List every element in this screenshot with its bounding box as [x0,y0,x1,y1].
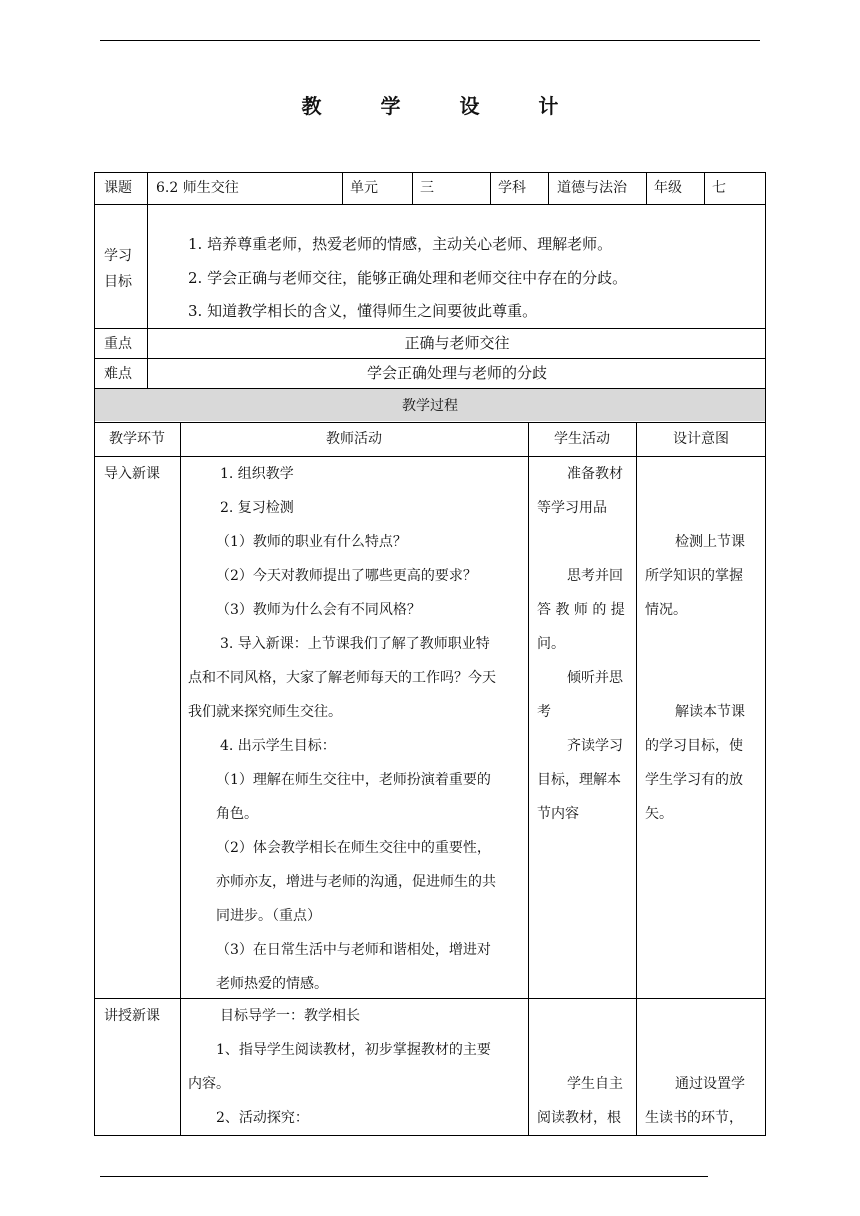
intent-line: 通过设置学 [675,1076,745,1092]
col-divider [548,172,549,204]
teacher-line: （1）理解在师生交往中，老师扮演着重要的 [216,772,491,788]
col-divider [412,172,413,204]
teacher-line: 角色。 [216,806,258,822]
label-subject: 课题 [104,180,132,196]
stage-intro: 导入新课 [104,466,160,482]
col-header-teacher: 教师活动 [326,431,382,447]
student-line: 倾听并思 [567,670,623,686]
student-line: 节内容 [537,806,579,822]
intent-new [645,1067,763,1135]
teacher-line: （2）体会教学相长在师生交往中的重要性， [216,840,491,856]
objective-item: 3. 知道教学相长的含义，懂得师生之间要彼此尊重。 [188,302,538,320]
student-line: 齐读学习 [567,738,623,754]
label-discipline: 学科 [498,180,526,196]
col-header-intent: 设计意图 [673,431,729,447]
teacher-line: 1、指导学生阅读教材，初步掌握教材的主要 [216,1042,491,1058]
intent-line: 所学知识的掌握 [645,568,743,584]
teacher-line: （3）教师为什么会有不同风格？ [216,602,421,618]
teacher-line: 目标导学一：教学相长 [220,1008,360,1024]
intent-intro-2 [645,695,761,831]
col-divider [704,172,705,204]
difficulty-value: 学会正确处理与老师的分歧 [366,364,547,382]
col-header-stage: 教学环节 [109,431,165,447]
unit-value: 三 [420,180,434,196]
key-point-label: 重点 [104,336,132,352]
student-line: 等学习用品 [537,500,607,516]
student-line: 考 [537,704,551,720]
col-divider [147,204,148,328]
teacher-line: 2、活动探究： [216,1110,309,1126]
col-divider [180,422,181,1136]
student-activity-intro [537,457,629,831]
col-divider [147,172,148,204]
objectives-label-2: 目标 [104,274,132,290]
teacher-line: 点和不同风格，大家了解老师每天的工作吗？今天 [188,670,496,686]
student-line: 答 教 师 的 提 [537,602,625,618]
teacher-line: 老师热爱的情感。 [216,976,328,992]
teacher-line: 4. 出示学生目标： [220,738,336,754]
objectives-label-1: 学习 [104,248,132,264]
grade-value: 七 [712,180,726,196]
label-grade: 年级 [654,180,682,196]
teacher-line: 我们就来探究师生交往。 [188,704,342,720]
teacher-line: 2. 复习检测 [220,500,294,516]
col-divider [636,422,637,1136]
label-unit: 单元 [350,180,378,196]
intent-line: 学生学习有的放 [645,772,743,788]
difficulty-label: 难点 [104,366,132,382]
objective-item: 1. 培养尊重老师，热爱老师的情感，主动关心老师、理解老师。 [188,235,613,253]
teacher-line: 3. 导入新课：上节课我们了解了教师职业特 [220,636,490,652]
intent-line: 矢。 [645,806,673,822]
subject-value: 6.2 师生交往 [156,180,239,196]
teacher-line: 亦师亦友，增进与老师的沟通，促进师生的共 [216,874,496,890]
col-divider [490,172,491,204]
key-point-value: 正确与老师交往 [404,334,510,352]
intent-line: 生读书的环节， [645,1110,743,1126]
header-rule [100,40,760,41]
row-divider [94,358,766,359]
teacher-activity-intro [188,457,522,1001]
student-line: 准备教材 [567,466,623,482]
intent-line: 情况。 [645,602,687,618]
col-divider [342,172,343,204]
footer-rule [100,1176,708,1177]
objective-item: 2. 学会正确与老师交往，能够正确处理和老师交往中存在的分歧。 [188,269,628,287]
student-line: 学生自主 [567,1076,623,1092]
student-line: 阅读教材，根 [537,1110,621,1126]
teacher-line: （2）今天对教师提出了哪些更高的要求？ [216,568,477,584]
student-line: 问。 [537,636,565,652]
teacher-line: （1）教师的职业有什么特点？ [216,534,407,550]
teacher-line: 同进步。（重点） [216,908,321,924]
page-title: 教 学 设 计 [301,94,585,118]
student-line: 思考并回 [567,568,623,584]
row-divider [94,204,766,205]
table-bottom [94,1135,766,1136]
row-divider [94,422,766,423]
intent-line: 解读本节课 [675,704,745,720]
stage-new-lesson: 讲授新课 [104,1008,160,1024]
intent-line: 的学习目标，使 [645,738,743,754]
process-header: 教学过程 [402,398,458,414]
col-divider [646,172,647,204]
student-line [537,525,629,559]
col-header-student: 学生活动 [554,431,610,447]
teacher-activity-new [188,999,522,1135]
teacher-line: 1. 组织教学 [220,466,294,482]
student-activity-new [537,1067,629,1135]
intent-intro-1 [645,525,761,627]
intent-line: 检测上节课 [675,534,745,550]
teacher-line: 内容。 [188,1076,230,1092]
discipline-value: 道德与法治 [557,180,627,196]
col-divider [528,422,529,1136]
teacher-line: （3）在日常生活中与老师和谐相处，增进对 [216,942,491,958]
row-divider [94,328,766,329]
student-line: 目标，理解本 [537,772,621,788]
